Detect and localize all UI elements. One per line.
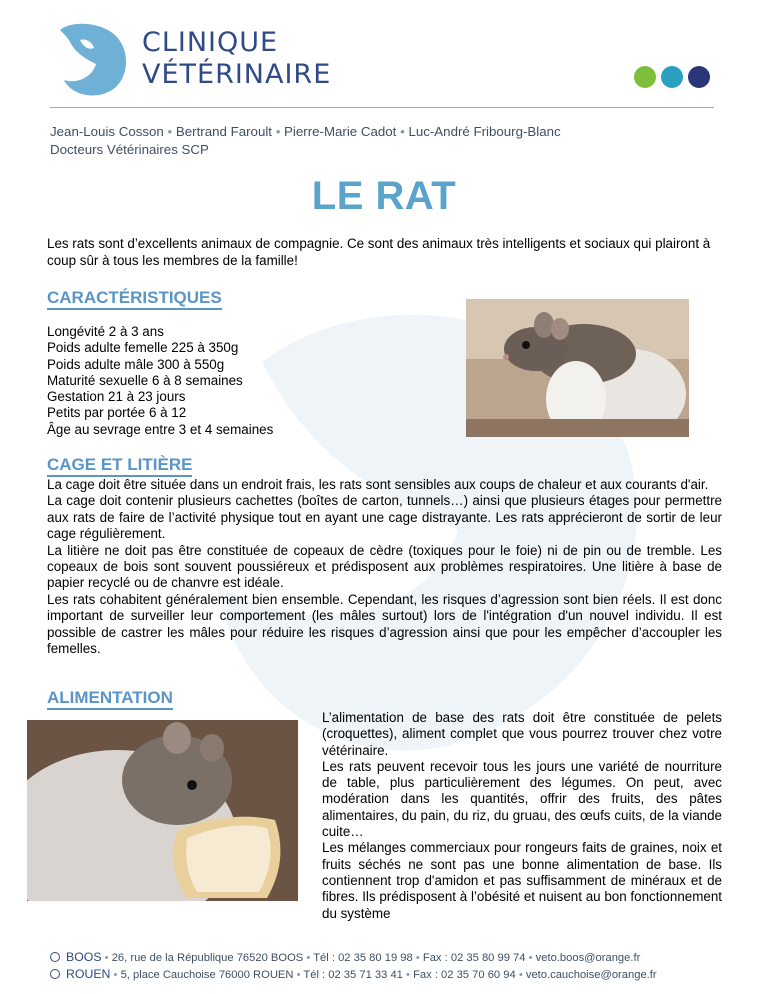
separator: •: [400, 124, 405, 139]
circle-bullet-icon: [50, 952, 60, 962]
intro-paragraph: Les rats sont d’excellents animaux de compagnie. Ce sont des animaux très intelligents et sociaux qui plairont à coup sûr à tous les membres de la famille!: [47, 236, 711, 268]
city: ROUEN: [66, 967, 111, 981]
green-dot-icon: [634, 66, 656, 88]
separator: •: [275, 124, 281, 139]
alimentation-text: [322, 710, 722, 922]
doctor-name: Jean-Louis Cosson: [50, 124, 164, 139]
section-title-cage: CAGE ET LITIÈRE: [47, 455, 192, 477]
fax: Fax : 02 35 80 99 74: [422, 952, 526, 964]
phone: Tél : 02 35 71 33 41: [303, 969, 403, 981]
paragraph: La litière ne doit pas être constituée de copeaux de cèdre (toxiques pour le foie) ni de pin ou de tremble. Les copeaux de bois sont souvent poussiéreux et prédisposent aux problèmes respiratoires. Une litière à base de papier recyclé ou de chanvre est idéale.: [47, 542, 722, 591]
paragraph: Les mélanges commerciaux pour rongeurs faits de graines, noix et fruits séchés ne sont pas une bonne alimentation de base. Ils contiennent trop d'amidon et pas suffisamment de minéraux et de fibres. Ils prédisposent à l’obésité et nuisent au bon fonctionnement du système: [322, 840, 722, 921]
city: BOOS: [66, 950, 102, 964]
address: 5, place Cauchoise 76000 ROUEN: [120, 969, 294, 981]
header-divider: [50, 107, 714, 108]
separator: •: [406, 969, 410, 981]
separator: •: [104, 952, 109, 964]
doctor-name: Pierre-Marie Cadot: [284, 124, 397, 139]
fax: Fax : 02 35 70 60 94: [413, 969, 516, 981]
email: veto.boos@orange.fr: [535, 952, 641, 964]
clinic-name-line2: VÉTÉRINAIRE: [142, 59, 332, 90]
rat-photo-standing: [466, 299, 689, 437]
paragraph: La cage doit être située dans un endroit frais, les rats sont sensibles aux coups de chaleur et aux courants d'air.: [47, 477, 709, 492]
paragraph: Les rats cohabitent généralement bien ensemble. Cependant, les risques d’agression sont bien réels. Il est donc important de surveiller leur comportement (les mâles surtout) lors de l'intégration d'un nouvel individu. Il est possible de castrer les mâles pour réduire les risques d’agression ainsi que pour les empêcher d’accoupler les femelles.: [47, 591, 722, 657]
separator: •: [415, 952, 420, 964]
section-title-alimentation: ALIMENTATION: [47, 688, 173, 710]
paragraph: L’alimentation de base des rats doit être constituée de pelets (croquettes), aliment complet que vous pourrez trouver chez votre vétérinaire.: [322, 710, 722, 758]
footer-boos: [50, 949, 750, 966]
list-item: Maturité sexuelle 6 à 8 semaines: [47, 372, 243, 388]
teal-dot-icon: [661, 66, 683, 88]
section-title-caracteristiques: CARACTÉRISTIQUES: [47, 288, 222, 310]
animal-silhouette-logo: [50, 20, 136, 100]
rat-illustration: [466, 299, 689, 437]
rat-eating-illustration: [27, 720, 298, 901]
list-item: Gestation 21 à 23 jours: [47, 389, 186, 405]
separator: •: [306, 952, 311, 964]
separator: •: [518, 969, 523, 981]
separator: •: [528, 952, 533, 964]
navy-dot-icon: [688, 66, 710, 88]
doctors-subtitle: Docteurs Vétérinaires SCP: [50, 142, 209, 157]
clinic-name: [142, 27, 331, 91]
circle-bullet-icon: [50, 969, 60, 979]
brand-dots: [634, 66, 710, 88]
doctor-name: Bertrand Faroult: [175, 124, 272, 139]
doctor-name: Luc-André Fribourg-Blanc: [408, 124, 561, 139]
separator: •: [296, 969, 301, 981]
separator: •: [167, 124, 173, 139]
address: 26, rue de la République 76520 BOOS: [111, 952, 304, 964]
clinic-name-line1: CLINIQUE: [142, 27, 279, 58]
page-title: LE RAT: [311, 174, 457, 218]
rat-photo-eating-bread: [27, 720, 298, 901]
email: veto.cauchoise@orange.fr: [525, 969, 657, 981]
list-item: Poids adulte femelle 225 à 350g: [47, 340, 239, 356]
cage-text: [47, 477, 722, 657]
phone: Tél : 02 35 80 19 98: [313, 952, 413, 964]
list-item: Poids adulte mâle 300 à 550g: [47, 356, 225, 372]
footer-rouen: [50, 966, 750, 983]
list-item: Longévité 2 à 3 ans: [47, 324, 164, 339]
list-item: Âge au sevrage entre 3 et 4 semaines: [47, 421, 274, 437]
list-item: Petits par portée 6 à 12: [47, 405, 187, 421]
separator: •: [113, 969, 118, 981]
paragraph: Les rats peuvent recevoir tous les jours une variété de nourriture de table, plus particulièrement des légumes. On peut, avec modération dans les quantités, offrir des fruits, des pâtes alimentaires, du pain, du riz, du gruau, des œufs cuits, de la viande cuite…: [322, 758, 722, 840]
doctors-block: [50, 123, 730, 159]
paragraph: La cage doit contenir plusieurs cachettes (boîtes de carton, tunnels…) ainsi que plusieurs étages pour permettre aux rats de faire de l’activité physique tout en ayant une cage distrayante. Les rats apprécieront de sortir de leur cage régulièrement.: [47, 493, 722, 542]
characteristics-list: [47, 324, 377, 438]
footer: [50, 949, 750, 983]
doctors-names: [50, 123, 730, 141]
